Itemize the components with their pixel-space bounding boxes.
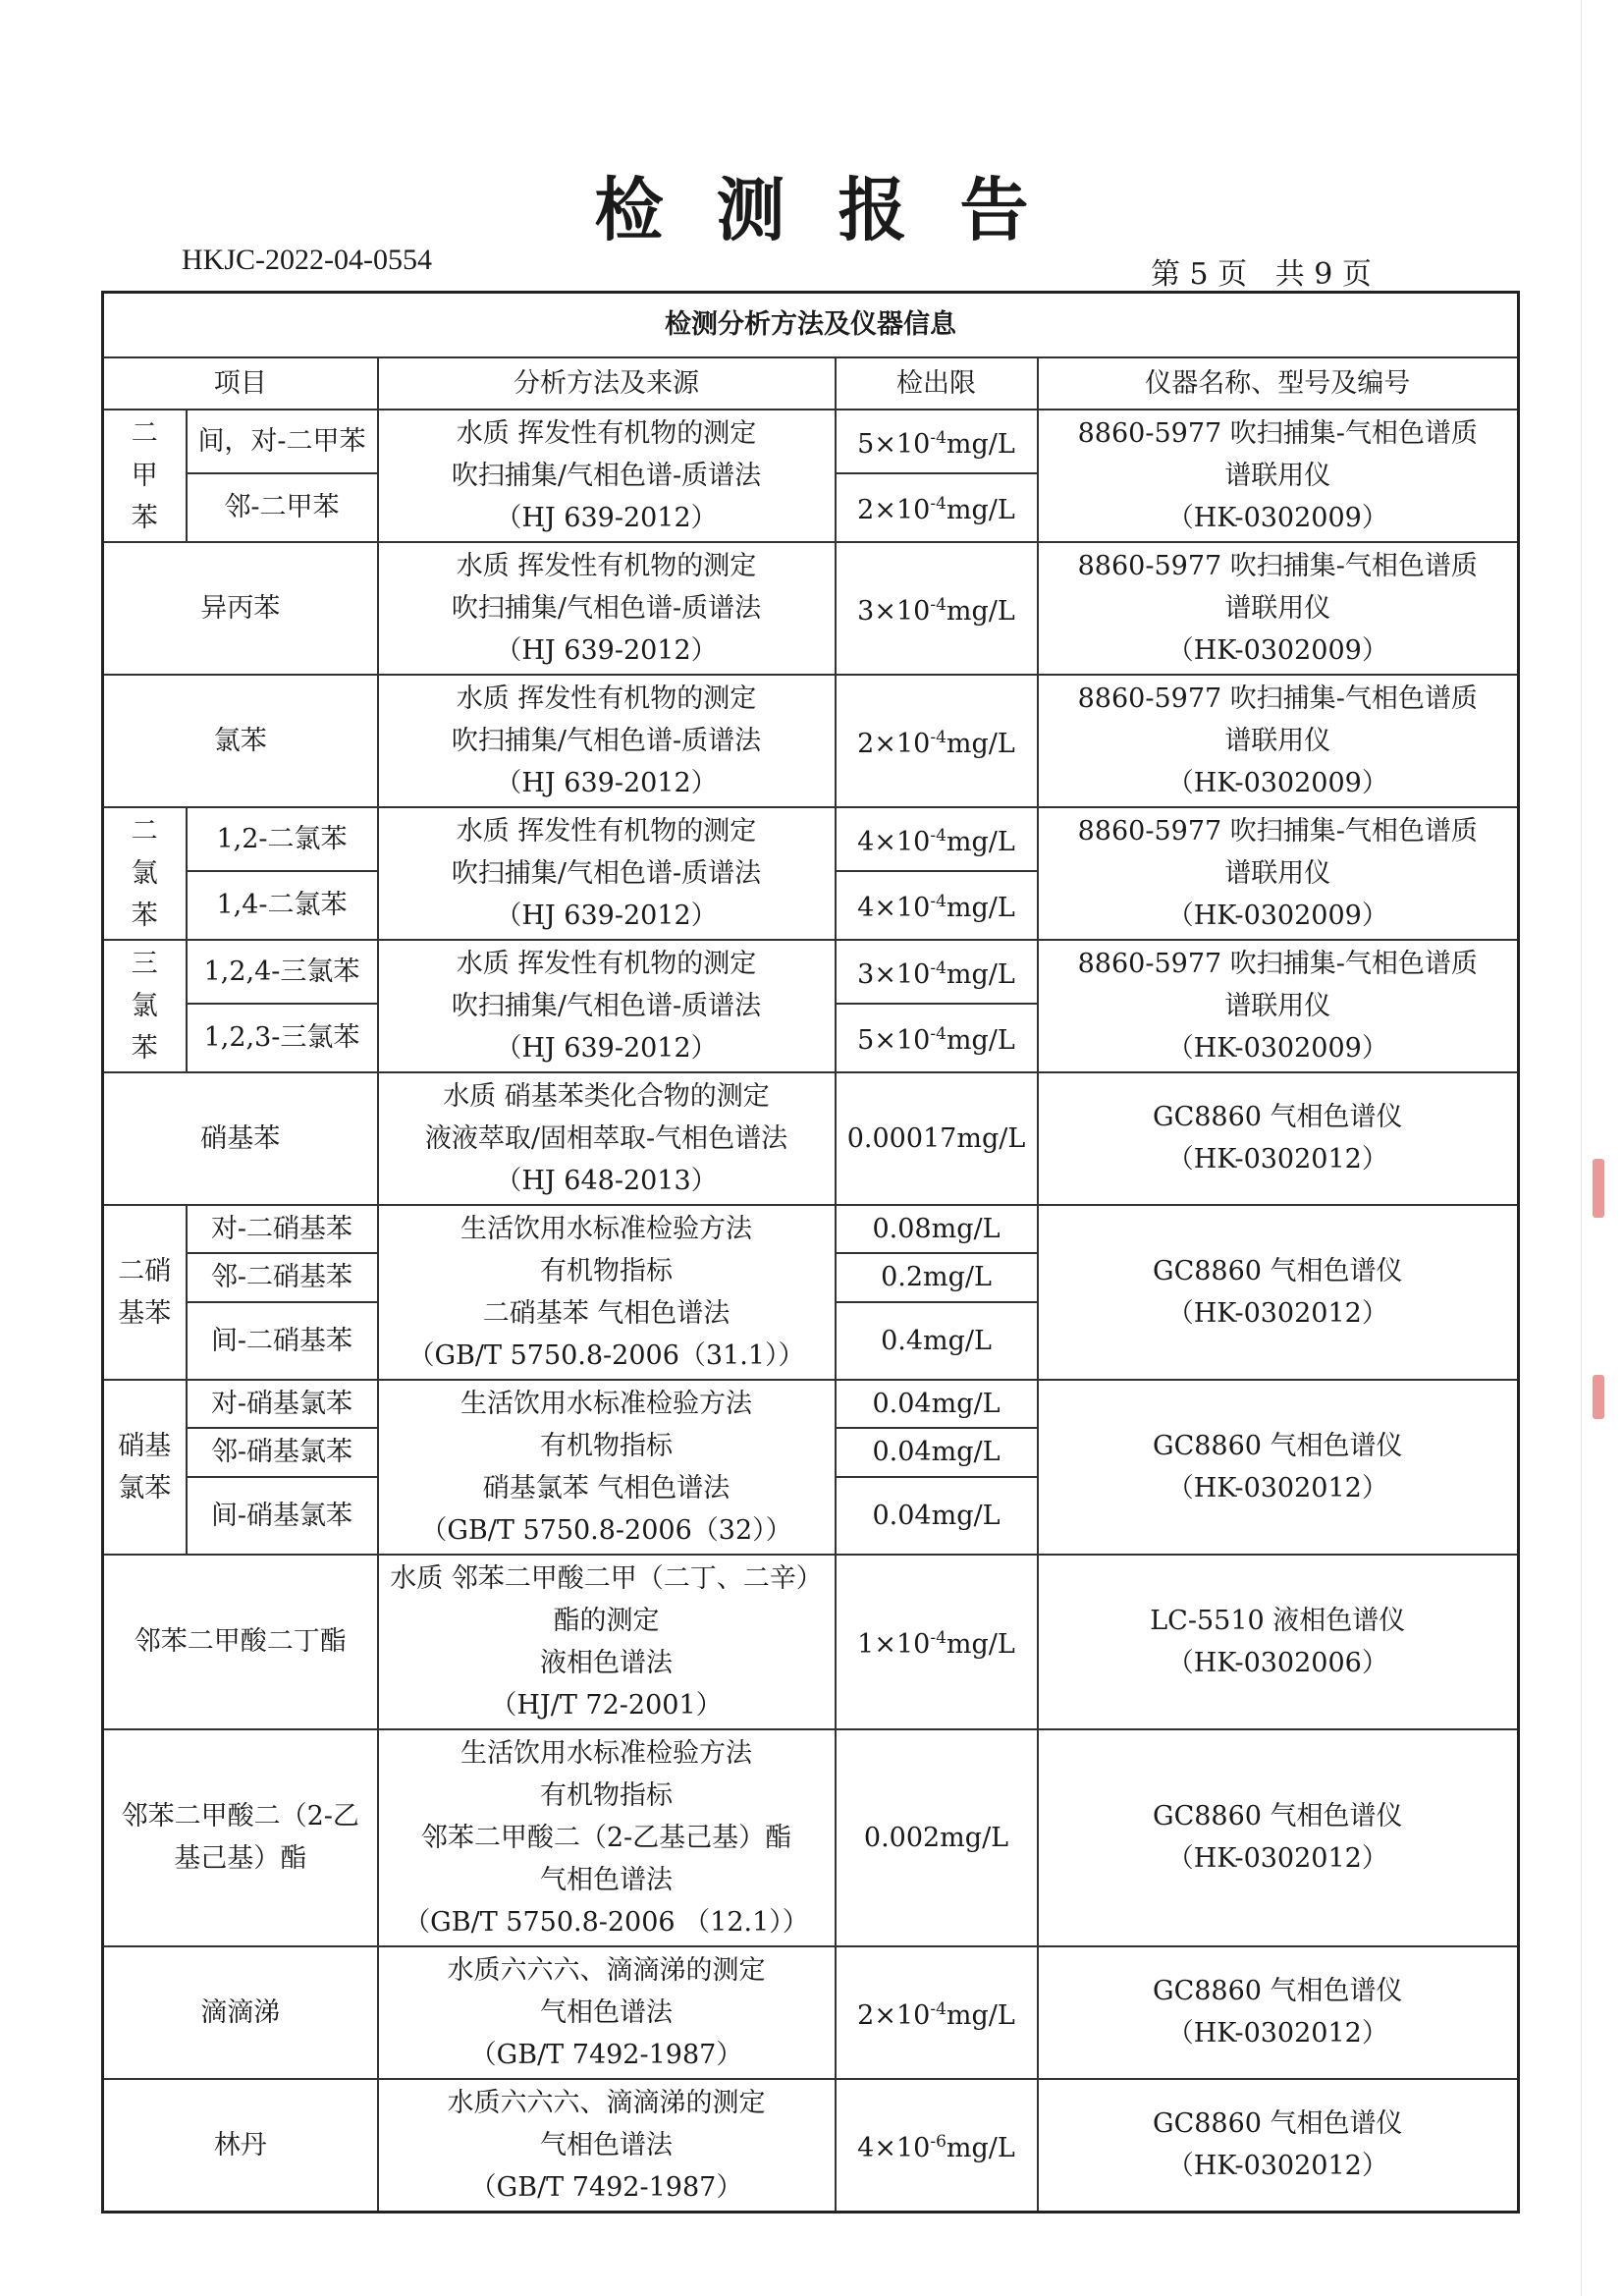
item-name: 异丙苯: [103, 542, 378, 675]
cell-line: （GB/T 7492-1987）: [469, 2039, 743, 2070]
item-name: 1,2,3-三氯苯: [187, 1004, 378, 1072]
cell-line: （HK-0302012）: [1166, 1472, 1388, 1503]
item-name: 间-二硝基苯: [187, 1302, 378, 1380]
item-name: 对-二硝基苯: [187, 1205, 378, 1254]
group-text: 硝基 氯苯: [118, 1430, 172, 1503]
group-text: 二 甲 苯: [131, 417, 158, 533]
cell-line: 酯的测定: [553, 1605, 660, 1636]
limit-cell: 0.4mg/L: [836, 1302, 1038, 1380]
header-method: 分析方法及来源: [378, 357, 836, 410]
cell-line: （HJ 639-2012）: [495, 767, 718, 798]
cell-line: 水质 挥发性有机物的测定: [456, 815, 757, 847]
cell-line: （HK-0302009）: [1166, 634, 1388, 666]
cell-line: （HK-0302012）: [1166, 2151, 1388, 2181]
cell-line: GC8860 气相色谱仪: [1153, 1430, 1403, 1461]
item-name: 邻-硝基氯苯: [187, 1428, 378, 1477]
cell-line: 吹扫捕集/气相色谱-质谱法: [451, 857, 762, 889]
cell-line: （GB/T 5750.8-2006（31.1））: [407, 1339, 805, 1371]
cell-line: （HJ 648-2013）: [495, 1165, 718, 1196]
cell-line: 谱联用仪: [1224, 460, 1331, 491]
header-instrument: 仪器名称、型号及编号: [1038, 357, 1519, 410]
cell-line: （GB/T 7492-1987）: [469, 2171, 743, 2203]
instrument-cell: [1038, 2079, 1519, 2213]
limit-cell: $5\times 10^{-4}mg/L$: [836, 1004, 1038, 1072]
cell-line: （HJ 639-2012）: [495, 1032, 718, 1064]
cell-line: （HJ 639-2012）: [495, 502, 718, 533]
cell-line: 谱联用仪: [1224, 857, 1331, 889]
cell-line: （GB/T 5750.8-2006 （12.1））: [404, 1906, 809, 1938]
table-header-row: [103, 357, 1519, 410]
cell-line: （HK-0302006）: [1166, 1647, 1388, 1678]
limit-cell: 0.2mg/L: [836, 1253, 1038, 1302]
table-row: [103, 1555, 1519, 1729]
method-cell: [378, 675, 836, 807]
item-name: 1,4-二氯苯: [187, 871, 378, 940]
method-cell: [378, 1729, 836, 1946]
cell-line: 吹扫捕集/气相色谱-质谱法: [451, 460, 762, 491]
item-name: 邻苯二甲酸二丁酯: [103, 1555, 378, 1729]
method-cell: [378, 1205, 836, 1380]
cell-line: 水质 挥发性有机物的测定: [456, 948, 757, 979]
item-name: 氯苯: [103, 675, 378, 807]
method-cell: [378, 940, 836, 1072]
cell-line: GC8860 气相色谱仪: [1153, 2108, 1403, 2139]
cell-line: 液相色谱法: [540, 1647, 673, 1678]
table-row: [103, 2079, 1519, 2213]
cell-line: 有机物指标: [540, 1255, 673, 1286]
table-caption: 检测分析方法及仪器信息: [103, 293, 1519, 357]
cell-line: （HK-0302012）: [1166, 1297, 1388, 1329]
header-limit: 检出限: [836, 357, 1038, 410]
cell-line: 8860-5977 吹扫捕集-气相色谱质: [1077, 683, 1478, 714]
table-row: [103, 1380, 1519, 1429]
cell-line: 水质 挥发性有机物的测定: [456, 683, 757, 714]
method-cell: [378, 1072, 836, 1205]
instrument-cell: [1038, 1380, 1519, 1555]
instrument-cell: [1038, 1729, 1519, 1946]
cell-line: GC8860 气相色谱仪: [1153, 1976, 1403, 2006]
instrument-cell: [1038, 675, 1519, 807]
cell-line: 吹扫捕集/气相色谱-质谱法: [451, 990, 762, 1021]
cell-line: 8860-5977 吹扫捕集-气相色谱质: [1077, 815, 1478, 847]
limit-cell: 0.08mg/L: [836, 1205, 1038, 1254]
item-name: 对-硝基氯苯: [187, 1380, 378, 1429]
cell-line: （HK-0302012）: [1166, 1843, 1388, 1874]
table-row: [103, 542, 1519, 675]
method-cell: [378, 1555, 836, 1729]
cell-line: 8860-5977 吹扫捕集-气相色谱质: [1077, 550, 1478, 581]
cell-line: LC-5510 液相色谱仪: [1150, 1605, 1406, 1636]
instrument-cell: [1038, 807, 1519, 940]
item-name: 间-硝基氯苯: [187, 1477, 378, 1555]
limit-cell: 0.002mg/L: [836, 1729, 1038, 1946]
table-row: [103, 1205, 1519, 1254]
group-label: [103, 1205, 187, 1380]
cell-line: （HK-0302009）: [1166, 900, 1388, 931]
cell-line: （HK-0302009）: [1166, 767, 1388, 798]
limit-cell: $2\times 10^{-4}mg/L$: [836, 1946, 1038, 2079]
item-name: [103, 1729, 378, 1946]
cell-line: 水质 硝基苯类化合物的测定: [443, 1080, 770, 1112]
group-text: 二 氯 苯: [131, 815, 158, 931]
cell-line: 二硝基苯 气相色谱法: [482, 1297, 730, 1329]
cell-line: 气相色谱法: [540, 1996, 673, 2028]
seal-stamp-mark: [1593, 1159, 1604, 1218]
limit-cell: $2\times 10^{-4}mg/L$: [836, 675, 1038, 807]
cell-line: GC8860 气相色谱仪: [1153, 1801, 1403, 1831]
limit-cell: 0.04mg/L: [836, 1477, 1038, 1555]
group-label: [103, 807, 187, 940]
cell-line: （HK-0302009）: [1166, 502, 1388, 533]
cell-line: 水质六六六、滴滴涕的测定: [447, 1954, 766, 1986]
cell-line: （HK-0302009）: [1166, 1032, 1388, 1064]
report-title: 检测报告: [594, 170, 1082, 250]
limit-cell: $4\times 10^{-6}mg/L$: [836, 2079, 1038, 2213]
cell-line: 谱联用仪: [1224, 592, 1331, 624]
cell-line: 有机物指标: [540, 1779, 673, 1811]
cell-line: 生活饮用水标准检验方法: [460, 1388, 752, 1419]
group-text: 二硝 基苯: [118, 1255, 172, 1329]
instrument-cell: [1038, 1205, 1519, 1380]
item-name: 1,2-二氯苯: [187, 807, 378, 871]
limit-cell: 0.00017mg/L: [836, 1072, 1038, 1205]
table-row: [103, 410, 1519, 473]
limit-cell: $1\times 10^{-4}mg/L$: [836, 1555, 1038, 1729]
cell-line: 水质六六六、滴滴涕的测定: [447, 2087, 766, 2118]
cell-line: 气相色谱法: [540, 1864, 673, 1895]
cell-line: 硝基氯苯 气相色谱法: [482, 1472, 730, 1503]
cell-line: （HJ/T 72-2001）: [490, 1689, 723, 1721]
instrument-cell: [1038, 1072, 1519, 1205]
table-row: [103, 807, 1519, 871]
scan-edge-line: [1581, 0, 1582, 2296]
cell-line: 吹扫捕集/气相色谱-质谱法: [451, 725, 762, 756]
method-cell: [378, 2079, 836, 2213]
cell-line: GC8860 气相色谱仪: [1153, 1255, 1403, 1286]
item-name: 间，对-二甲苯: [187, 410, 378, 473]
table-row: [103, 1729, 1519, 1946]
cell-line: 有机物指标: [540, 1430, 673, 1461]
instrument-cell: [1038, 1555, 1519, 1729]
group-text: 三 氯 苯: [131, 948, 158, 1064]
item-name: 滴滴涕: [103, 1946, 378, 2079]
method-instrument-table: [101, 291, 1520, 2214]
instrument-cell: [1038, 542, 1519, 675]
header-item: 项目: [103, 357, 378, 410]
cell-line: 生活饮用水标准检验方法: [460, 1213, 752, 1244]
item-name: 硝基苯: [103, 1072, 378, 1205]
cell-line: 谱联用仪: [1224, 990, 1331, 1021]
group-label: [103, 410, 187, 542]
item-text: 邻苯二甲酸二（2-乙基己基）酯: [121, 1801, 359, 1874]
limit-cell: $4\times 10^{-4}mg/L$: [836, 871, 1038, 940]
document-number: HKJC-2022-04-0554: [182, 244, 432, 276]
table-row: [103, 940, 1519, 1004]
limit-cell: $3\times 10^{-4}mg/L$: [836, 940, 1038, 1004]
limit-cell: $5\times 10^{-4}mg/L$: [836, 410, 1038, 473]
limit-cell: 0.04mg/L: [836, 1428, 1038, 1477]
group-label: [103, 1380, 187, 1555]
instrument-cell: [1038, 1946, 1519, 2079]
cell-line: 谱联用仪: [1224, 725, 1331, 756]
method-cell: [378, 410, 836, 542]
item-name: 邻-二硝基苯: [187, 1253, 378, 1302]
cell-line: 吹扫捕集/气相色谱-质谱法: [451, 592, 762, 624]
cell-line: 8860-5977 吹扫捕集-气相色谱质: [1077, 417, 1478, 449]
cell-line: 水质 邻苯二甲酸二甲（二丁、二辛）: [390, 1562, 823, 1594]
instrument-cell: [1038, 410, 1519, 542]
cell-line: 液液萃取/固相萃取-气相色谱法: [424, 1122, 788, 1154]
method-cell: [378, 807, 836, 940]
cell-line: （HK-0302012）: [1166, 2018, 1388, 2049]
method-cell: [378, 1380, 836, 1555]
table-row: [103, 1946, 1519, 2079]
cell-line: 邻苯二甲酸二（2-乙基己基）酯: [420, 1822, 792, 1853]
item-name: 林丹: [103, 2079, 378, 2213]
group-label: [103, 940, 187, 1072]
cell-line: （HK-0302012）: [1166, 1144, 1388, 1175]
method-cell: [378, 1946, 836, 2079]
cell-line: 生活饮用水标准检验方法: [460, 1737, 752, 1769]
table-row: [103, 1072, 1519, 1205]
cell-line: 气相色谱法: [540, 2129, 673, 2160]
cell-line: （HJ 639-2012）: [495, 634, 718, 666]
cell-line: 8860-5977 吹扫捕集-气相色谱质: [1077, 948, 1478, 979]
page-info: 第 5 页 共 9 页: [1151, 257, 1372, 292]
instrument-cell: [1038, 940, 1519, 1072]
limit-cell: 0.04mg/L: [836, 1380, 1038, 1429]
item-name: 1,2,4-三氯苯: [187, 940, 378, 1004]
method-cell: [378, 542, 836, 675]
seal-stamp-mark: [1593, 1375, 1604, 1419]
cell-line: （HJ 639-2012）: [495, 900, 718, 931]
table-row: [103, 675, 1519, 807]
limit-cell: $3\times 10^{-4}mg/L$: [836, 542, 1038, 675]
cell-line: （GB/T 5750.8-2006（32））: [420, 1514, 792, 1546]
item-name: 邻-二甲苯: [187, 473, 378, 542]
limit-cell: $4\times 10^{-4}mg/L$: [836, 807, 1038, 871]
cell-line: GC8860 气相色谱仪: [1153, 1102, 1403, 1132]
limit-cell: $2\times 10^{-4}mg/L$: [836, 473, 1038, 542]
cell-line: 水质 挥发性有机物的测定: [456, 550, 757, 581]
cell-line: 水质 挥发性有机物的测定: [456, 417, 757, 449]
